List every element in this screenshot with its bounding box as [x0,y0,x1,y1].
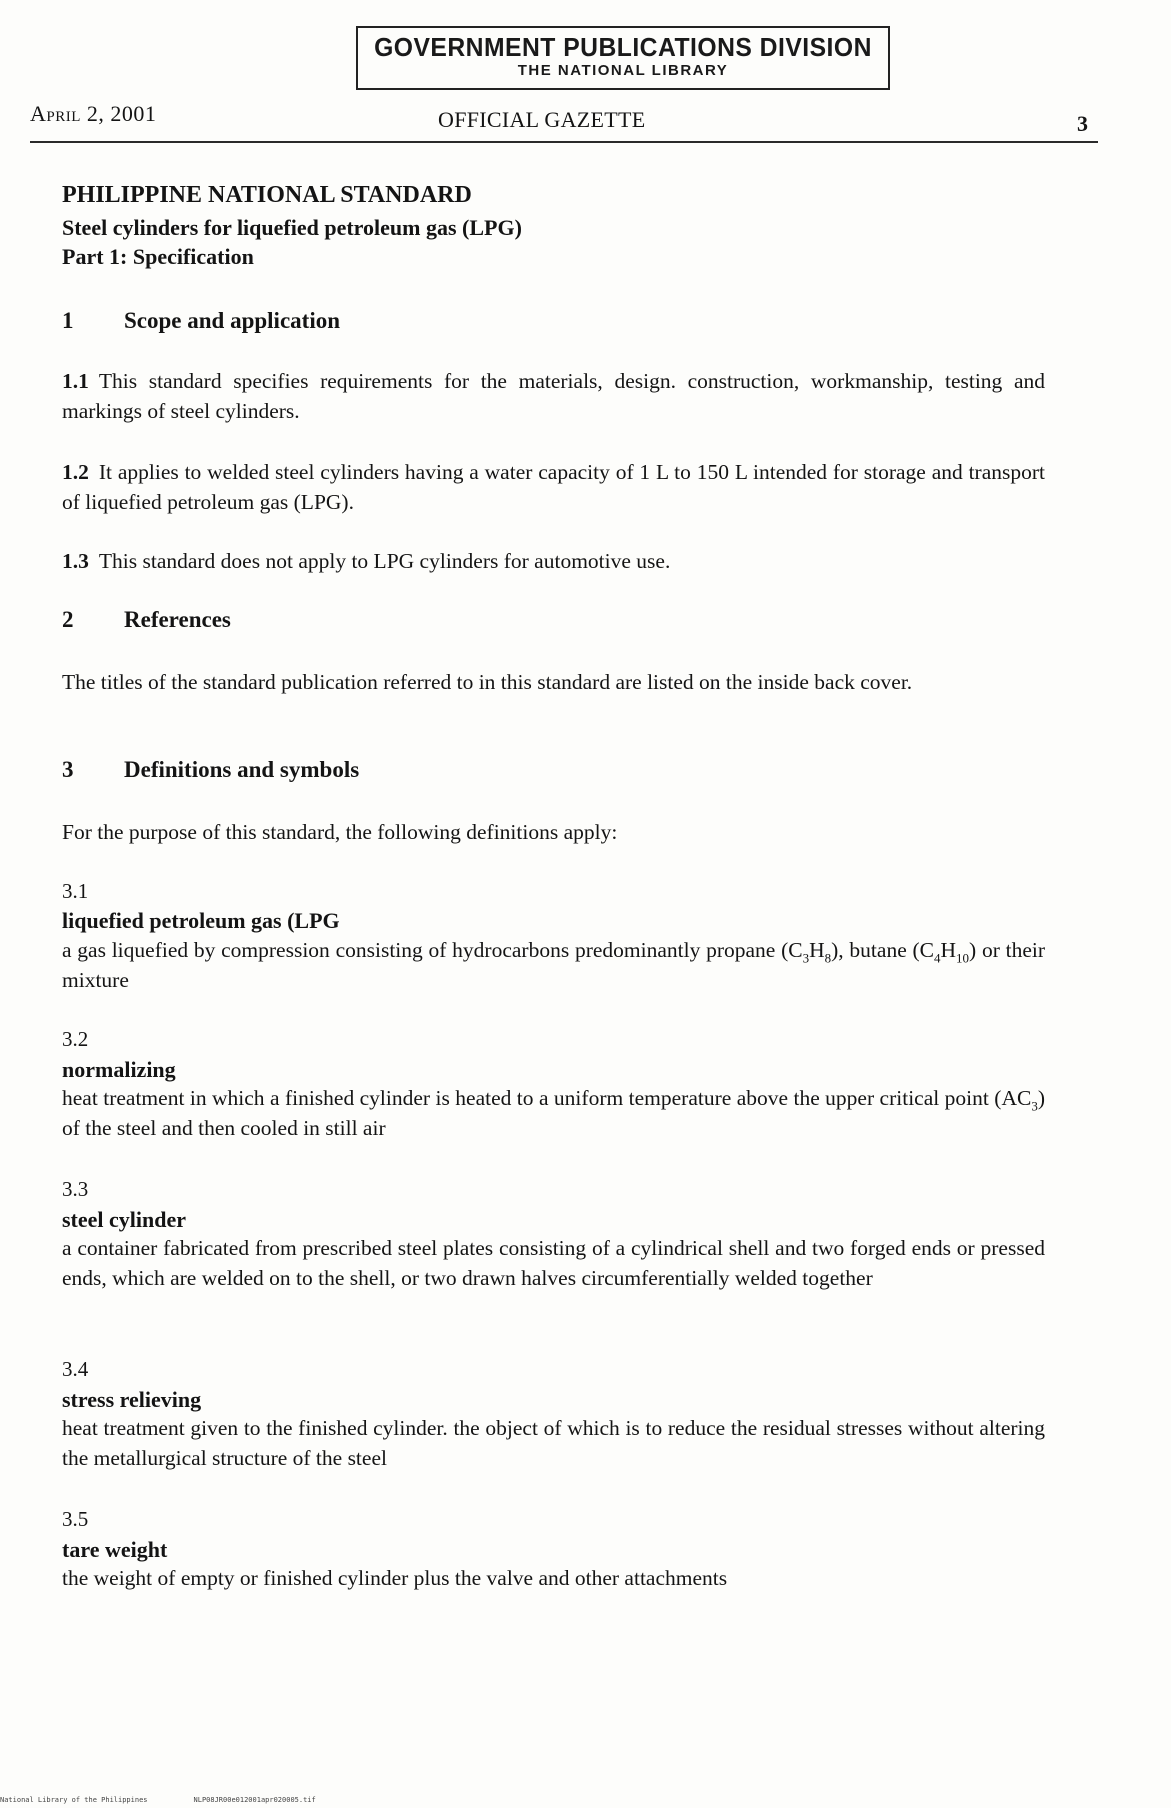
section-3-heading [62,755,1045,785]
definition-text [62,1084,1045,1143]
text-segment: H [809,938,825,962]
paragraph-number: 1.3 [62,549,89,573]
standard-subtitle: Steel cylinders for liquefied petroleum gas (LPG) [62,215,522,240]
header-date: April 2, 2001 [30,101,157,126]
header-title: OFFICIAL GAZETTE [438,107,646,132]
standard-part: Part 1: Specification [62,244,254,269]
definition-term: tare weight [62,1537,168,1562]
subscript: 8 [824,950,832,966]
text-segment: heat treatment in which a finished cylinder is heated to a uniform temperature above the upper critical point (AC [62,1086,1032,1110]
text-segment: ), butane (C [831,938,934,962]
definition-number: 3.5 [62,1507,89,1531]
section-1-heading [62,306,1045,336]
section-title: Scope and application [124,308,340,333]
definition-term: stress relieving [62,1387,202,1412]
standard-title: PHILIPPINE NATIONAL STANDARD [62,182,472,208]
section-title: References [124,607,231,632]
text-segment: a gas liquefied by compression consisting of hydrocarbons predominantly propane (C [62,938,803,962]
library-stamp [356,26,890,90]
subscript: 10 [956,950,970,966]
section-number: 3 [62,757,74,782]
text-segment: ) or their mixture [62,938,1046,992]
paragraph-1-3 [62,547,1045,577]
section-number: 1 [62,308,74,333]
definition-text [62,936,1045,995]
definition-text: a container fabricated from prescribed steel plates consisting of a cylindrical shell and two forged ends or pressed ends, which are welded on to the shell, or two drawn halves circumferentially welded together [62,1236,1045,1290]
subscript: 3 [1031,1098,1038,1114]
definition-number: 3.4 [62,1357,89,1381]
text-segment: H [940,938,957,962]
definition-number: 3.2 [62,1027,89,1051]
subscript: 3 [802,950,810,966]
footer-library: National Library of the Philippines [0,1796,148,1804]
definition-number: 3.1 [62,879,89,903]
section-2-heading [62,605,1045,635]
section-title: Definitions and symbols [124,757,360,782]
paragraph-text: This standard specifies requirements for the materials, design. construction, workmanship, testing and markings of steel cylinders. [62,369,1045,423]
paragraph-number: 1.2 [62,460,89,484]
paragraph-number: 1.1 [62,369,89,393]
definition-text: the weight of empty or finished cylinder plus the valve and other attachments [62,1566,728,1590]
references-text: The titles of the standard publication referred to in this standard are listed on the inside back cover. [62,670,913,694]
paragraph-text: It applies to welded steel cylinders having a water capacity of 1 L to 150 L intended for storage and transport of liquefied petroleum gas (LPG). [62,460,1045,514]
definitions-intro: For the purpose of this standard, the following definitions apply: [62,820,618,844]
definition-term: steel cylinder [62,1207,187,1232]
stamp-line-2: THE NATIONAL LIBRARY [517,62,729,79]
text-segment: ) of the steel and then cooled in still air [62,1086,1045,1140]
footer-filename: NLP08JR00e012001apr020005.tif [193,1796,316,1804]
scan-footer [0,1796,362,1804]
subscript: 4 [934,950,941,966]
section-number: 2 [62,607,74,632]
paragraph-1-1 [62,367,1045,426]
definition-term: normalizing [62,1057,176,1082]
header-rule [30,141,1098,143]
definition-number: 3.3 [62,1177,89,1201]
definition-text: heat treatment given to the finished cylinder. the object of which is to reduce the residual stresses without altering the metallurgical structure of the steel [62,1416,1045,1470]
definition-term: liquefied petroleum gas (LPG [62,908,340,933]
paragraph-text: This standard does not apply to LPG cylinders for automotive use. [98,549,671,573]
page-number: 3 [1077,111,1088,136]
stamp-line-1: GOVERNMENT PUBLICATIONS DIVISION [374,32,872,62]
paragraph-1-2 [62,458,1045,517]
